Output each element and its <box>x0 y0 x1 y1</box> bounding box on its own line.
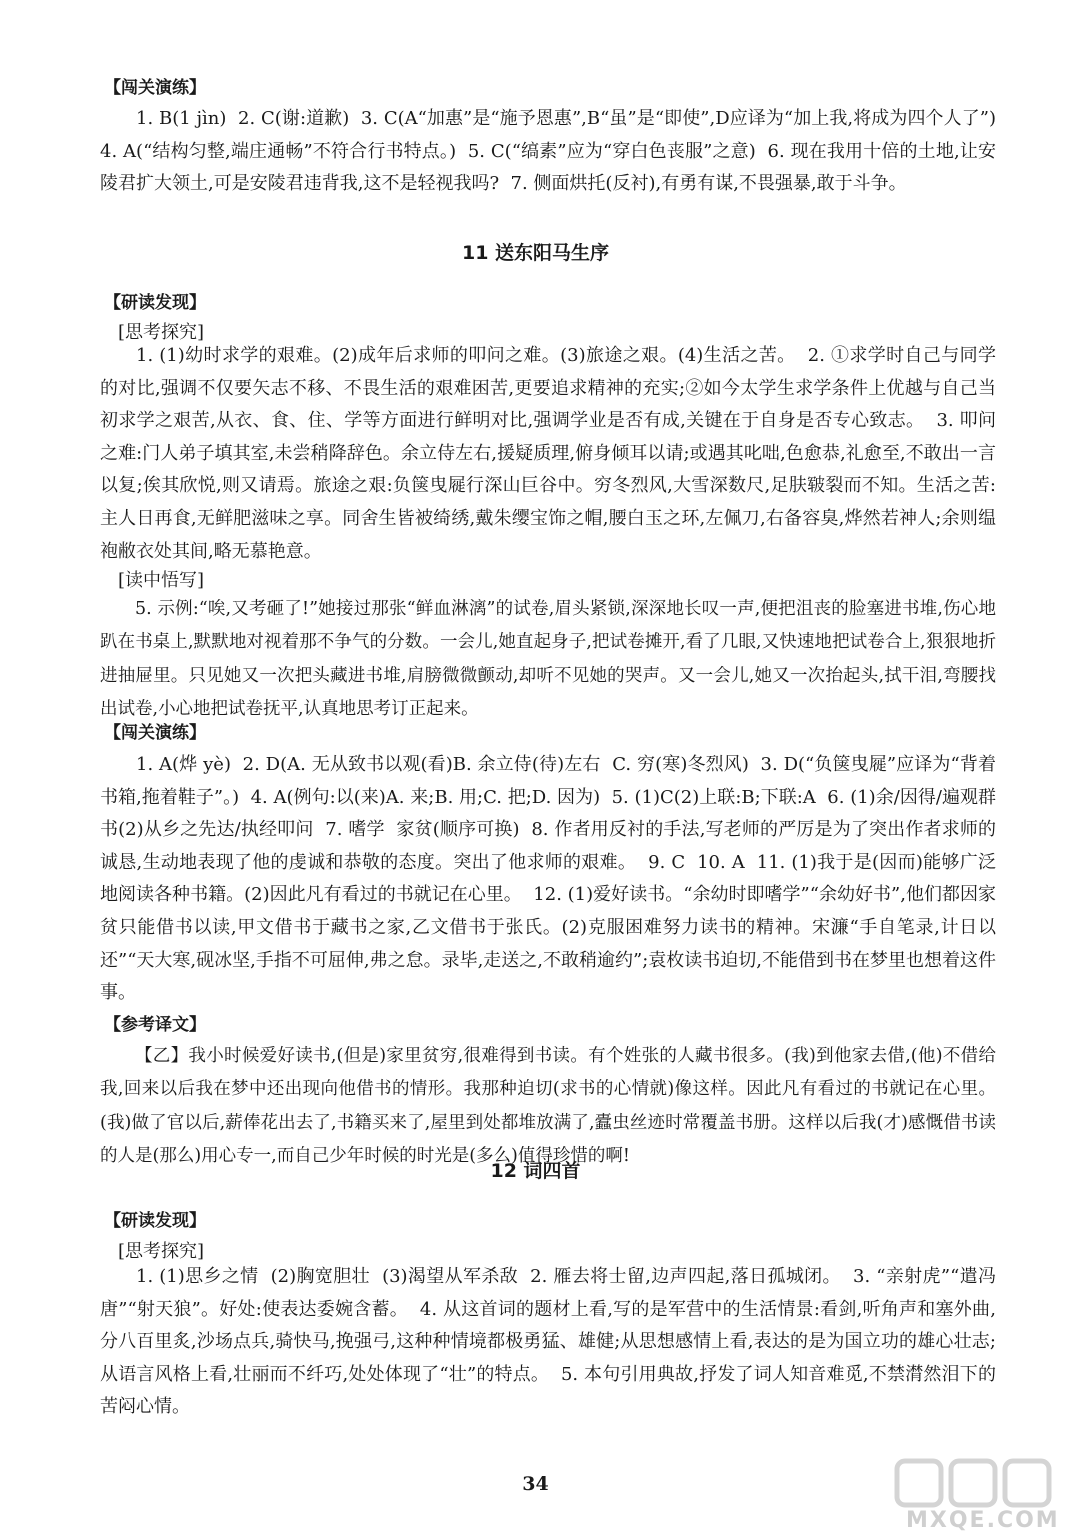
answers-block-ci <box>100 1261 996 1424</box>
answer-paragraph: 1. A(烨 yè) 2. D(A. 无从致书以观(看)B. 余立侍(待)左右 C. 穷(寒)冬烈风) 3. D(“负箧曳屣”应译为“背着书箱,拖着鞋子”。) 4. A(例句:以(来)A. 来;B. 用;C. 把;D. 因为) 5. (1)C(2)上联:B;下联:A 6. (1)余/因得/遍观群书(2)从乡之先达/执经叩问 7. 嗜学 家贫(顺序可换) 8. 作者用反衬的手法,写老师的严厉是为了突出作者求师的诚恳,生动地表现了他的虔诚和恭敬的态度。突出了他求师的艰难。 9. C 10. A 11. (1)我于是(因而)能够广泛地阅读各种书籍。(2)因此凡有看过的书就记在心里。 12. (1)爱好读书。“余幼时即嗜学”“余幼好书”,他们都因家贫只能借书以读,甲文借书于藏书之家,乙文借书于张氏。(2)克服困难努力读书的精神。宋濂“手自笔录,计日以还”“天大寒,砚冰坚,手指不可屈伸,弗之怠。录毕,走送之,不敢稍逾约”;袁枚读书迫切,不能借到书在梦里也想着这件事。 <box>100 754 996 1004</box>
answer-paragraph: 1. (1)思乡之情 (2)胸宽胆壮 (3)渴望从军杀敌 2. 雁去将士留,边声四起,落日孤城闭。 3. “亲射虎”“遣冯唐”“射天狼”。好处:使表达委婉含蓄。 4. 从这首词的题材上看,写的是军营中的生活情景:看剑,听角声和塞外曲,分八百里炙,沙场点兵,骑快马,挽强弓,这种种情境都极勇猛、雄健;从思想感情上看,表达的是为国立功的雄心壮志;从语言风格上看,壮丽而不纤巧,处处体现了“壮”的特点。 5. 本句引用典故,抒发了词人知音难觅,不禁潸然泪下的苦闷心情。 <box>100 1266 996 1418</box>
section-tag-research: 【研读发现】 <box>104 293 206 313</box>
page-number: 34 <box>522 1473 549 1495</box>
answers-block-practice <box>100 749 996 1010</box>
handwritten-example: 5. 示例:“唉,又考砸了!”她接过那张“鲜血淋漓”的试卷,眉头紧锁,深深地长叹一声,便把沮丧的脸塞进书堆,伤心地趴在书桌上,默默地对视着那不争气的分数。一会儿,她直起身子,把试卷摊开,看了几眼,又快速地把试卷合上,狠狠地折进抽屉里。只见她又一次把头藏进书堆,肩膀微微颤动,却听不见她的哭声。又一会儿,她又一次抬起头,拭干泪,弯腰找出试卷,小心地把试卷抚平,认真地思考订正起来。 <box>100 599 996 719</box>
translation-block <box>100 1040 996 1173</box>
answers-block-write <box>100 593 996 726</box>
subsection-write: [读中悟写] <box>118 570 205 591</box>
answer-paragraph: 1. (1)幼时求学的艰难。(2)成年后求师的叩问之难。(3)旅途之艰。(4)生活之苦。 2. ①求学时自己与同学的对比,强调不仅要矢志不移、不畏生活的艰难困苦,更要追求精神的充实;②如今太学生求学条件上优越与自己当初求学之艰苦,从衣、食、住、学等方面进行鲜明对比,强调学业是否有成,关键在于自身是否专心致志。 3. 叩问之难:门人弟子填其室,未尝稍降辞色。余立侍左右,援疑质理,俯身倾耳以请;或遇其叱咄,色愈恭,礼愈至,不敢出一言以复;俟其欣悦,则又请焉。旅途之艰:负箧曳屣行深山巨谷中。穷冬烈风,大雪深数尺,足肤皲裂而不知。生活之苦:主人日再食,无鲜肥滋味之享。同舍生皆被绮绣,戴朱缨宝饰之帽,腰白玉之环,左佩刀,右备容臭,烨然若神人;余则缊袍敝衣处其间,略无慕艳意。 <box>100 345 996 562</box>
section-tag-practice: 【闯关演练】 <box>104 78 206 98</box>
watermark-text: MXQE.COM <box>906 1508 1060 1533</box>
subsection-think: [思考探究] <box>118 1241 205 1262</box>
lesson-title-11: 11 送东阳马生序 <box>461 242 610 264</box>
section-tag-practice: 【闯关演练】 <box>104 723 206 743</box>
lesson-title-12: 12 词四首 <box>490 1160 581 1182</box>
answer-paragraph: 1. B(1 jìn) 2. C(谢:道歉) 3. C(A“加惠”是“施予恩惠”,B“虽”是“即使”,D应译为“加上我,将成为四个人了”) 4. A(“结构匀整,端庄通畅”不符合行书特点。) 5. C(“缟素”应为“穿白色丧服”之意) 6. 现在我用十倍的土地,让安陵君扩大领土,可是安陵君违背我,这不是轻视我吗? 7. 侧面烘托(反衬),有勇有谋,不畏强暴,敢于斗争。 <box>100 108 1008 195</box>
answers-block-think <box>100 340 996 568</box>
translation-paragraph: 【乙】我小时候爱好读书,(但是)家里贫穷,很难得到书读。有个姓张的人藏书很多。(我)到他家去借,(他)不借给我,回来以后我在梦中还出现向他借书的情形。我那种迫切(求书的心情就)像这样。因此凡有看过的书就记在心里。(我)做了官以后,薪俸花出去了,书籍买来了,屋里到处都堆放满了,蠹虫丝迹时常覆盖书册。这样以后我(才)感慨借书读的人是(那么)用心专一,而自己少年时候的时光是(多么)值得珍惜的啊! <box>100 1046 996 1166</box>
subsection-think: [思考探究] <box>118 322 205 343</box>
section-tag-research: 【研读发现】 <box>104 1211 206 1231</box>
answers-block-1 <box>100 103 1008 201</box>
section-tag-translation: 【参考译文】 <box>104 1015 206 1035</box>
